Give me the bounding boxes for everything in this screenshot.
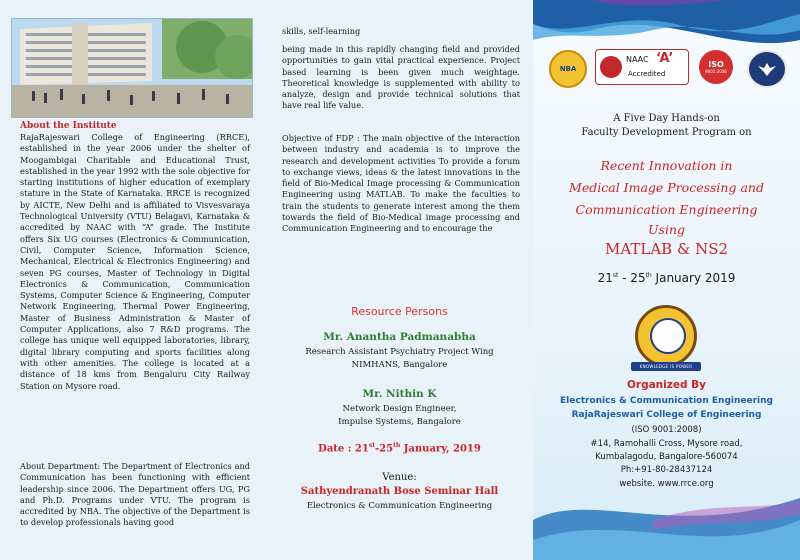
nba-logo bbox=[549, 50, 587, 88]
iso-logo-sub: 9001:2008 bbox=[705, 68, 727, 74]
naac-accredited: Accredited bbox=[628, 70, 666, 78]
resource-person-1-name: Mr. Anantha Padmanabha bbox=[323, 331, 476, 343]
iso-logo bbox=[699, 50, 733, 84]
organized-by-label: Organized By bbox=[626, 379, 707, 391]
eagle-icon bbox=[757, 61, 777, 77]
resource-persons-heading: Resource Persons bbox=[351, 305, 448, 318]
middle-panel bbox=[266, 0, 533, 560]
cover-date bbox=[533, 271, 800, 285]
date-sup-2: th bbox=[393, 442, 401, 449]
title-line-1: Recent Innovation in bbox=[600, 158, 733, 173]
fdp-objective-text: Objective of FDP : The main objective of the interaction between industry and academia is to improve the research and development activities To provide a forum to exchange views, ideas & the latest innovations in the field of Bio-Medical Image processing & Communication Engineering using MATLAB. To make the faculties to train the students to generate interest among the them towards the field of Bio-Medical image processing and Communication Engineering and to encourage the bbox=[282, 133, 520, 234]
naac-logo bbox=[595, 49, 689, 85]
practical-experience-text: being made in this rapidly changing field and provided opportunities to gain vital practical experience. Project based learning is been given much weightage. Theoretical knowledge is supplemented with ability to analyze, design and provide technical solutions that have real life value. bbox=[282, 44, 520, 111]
venue-label: Venue: bbox=[382, 472, 417, 483]
date-sup-1: st bbox=[368, 442, 375, 449]
date-end: January, 2019 bbox=[400, 443, 481, 455]
cover-date-end: January 2019 bbox=[651, 271, 736, 285]
address-line-1: #14, Ramohalli Cross, Mysore road, bbox=[590, 439, 743, 449]
campus-building-illustration bbox=[12, 19, 252, 117]
college-seal-logo bbox=[635, 305, 697, 367]
nba-logo-text: NBA bbox=[559, 65, 577, 73]
subtitle-line-2: Faculty Development Program on bbox=[581, 127, 752, 138]
date-mid: -25 bbox=[375, 443, 394, 455]
title-line-2: Medical Image Processing and bbox=[569, 180, 764, 195]
naac-label: NAAC bbox=[626, 55, 649, 64]
eagle-emblem-icon bbox=[747, 50, 787, 88]
cover-date-sup-1: st bbox=[612, 272, 619, 279]
resource-person-2-role: Network Design Engineer, bbox=[342, 404, 457, 414]
left-panel bbox=[0, 0, 266, 560]
resource-person-2-name: Mr. Nithin K bbox=[362, 388, 437, 400]
seal-inner-icon bbox=[650, 318, 686, 354]
resource-person-1-org: NIMHANS, Bangalore bbox=[351, 360, 448, 370]
iso-logo-text: ISO bbox=[708, 59, 724, 69]
resource-person-2-org: Impulse Systems, Bangalore bbox=[338, 417, 461, 427]
organizer-college: RajaRajeswari College of Engineering bbox=[571, 410, 762, 420]
about-department-text: About Department: The Department of Electronics and Communication has been functioning with efficient leadership since 2006. The Department offers UG, PG and Ph.D. Programs under VTU. The program is accredited by NBA. The objective of the Department is to develop professionals having good bbox=[20, 461, 250, 528]
address-line-2: Kumbalagodu, Bangalore-560074 bbox=[595, 452, 738, 462]
about-institute-text: RajaRajeswari College of Engineering (RRCE), established in the year 2006 under the shelter of Moogambigai Charitable and Educational Trust, established in the year 1992 with the sole objective for starting institutions of higher education of exemplary stature in the State of Karnataka. RRCE is recognized by AICTE, New Delhi and is affiliated to Visvesvaraya Technological University (VTU) Belagavi, Karnataka & accredited by NAAC with “A” grade. The Institute offers Six UG courses (Electronics & Communication, Civil, Computer Science, Information Science, Mechanical, Electrical & Electronics Engineering) and seven PG courses, Master of Technology in Digital Electronics & Communication, Communication Systems, Computer Science & Engineering, Computer Network Engineering, Thermal Power Engineering, Master of Business Administration & Master of Computer Applications, also 7 R&D programs. The college has unique well equipped laboratories, library, digital library computing and sports facilities along with other amenities. The college is located at a distance of 18 kms from Bengaluru City Railway Station on Mysore road. bbox=[20, 132, 250, 391]
cover-date-sup-2: th bbox=[645, 272, 652, 279]
naac-grade: ‘A’ bbox=[656, 51, 674, 66]
about-heading: About the Institute bbox=[20, 121, 117, 131]
cover-date-start: 21 bbox=[597, 271, 613, 285]
website-link[interactable]: website. www.rrce.org bbox=[619, 479, 714, 489]
resource-person-1-role: Research Assistant Psychiatry Project Wing bbox=[305, 347, 494, 357]
naac-emblem-icon bbox=[600, 56, 622, 78]
cover-panel bbox=[533, 0, 800, 560]
subtitle-line-1: A Five Day Hands-on bbox=[613, 113, 720, 124]
campus-photo bbox=[11, 18, 253, 118]
date-label: Date : 21 bbox=[318, 443, 369, 455]
organizer-iso: (ISO 9001:2008) bbox=[631, 425, 702, 435]
cover-date-mid: - 25 bbox=[618, 271, 646, 285]
skills-text: skills, self-learning bbox=[282, 26, 361, 36]
venue-hall: Sathyendranath Bose Seminar Hall bbox=[300, 486, 499, 497]
title-line-3: Communication Engineering bbox=[575, 202, 758, 217]
venue-department: Electronics & Communication Engineering bbox=[306, 501, 493, 511]
phone-number: Ph:+91-80-28437124 bbox=[620, 465, 713, 475]
title-matlab-ns2: MATLAB & NS2 bbox=[604, 240, 729, 258]
title-line-4: Using bbox=[648, 222, 685, 237]
seal-motto-ribbon: KNOWLEDGE IS POWER bbox=[631, 362, 701, 371]
fdp-date bbox=[266, 442, 533, 454]
organizer-department: Electronics & Communication Engineering bbox=[560, 396, 773, 406]
